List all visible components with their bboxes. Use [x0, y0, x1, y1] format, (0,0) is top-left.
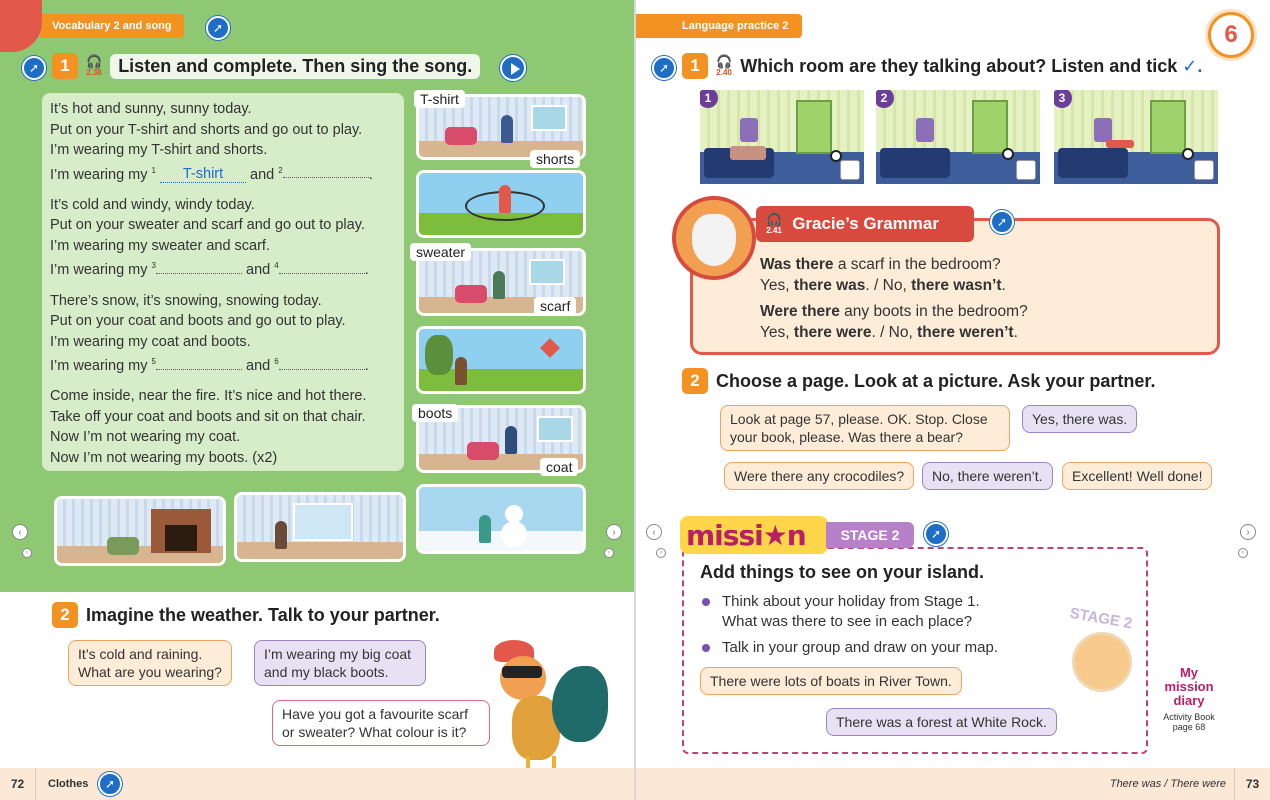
mission-list: [700, 592, 1000, 664]
footer-topic: Clothes: [48, 778, 89, 790]
speech-bubble: I’m wearing my big coat and my black boots.: [254, 640, 426, 686]
mission-item: Think about your holiday from Stage 1. What was there to see in each place?: [700, 592, 1000, 632]
speech-bubble: There were lots of boats in River Town.: [700, 667, 962, 695]
room-picture-2: [874, 88, 1042, 186]
song-text: [42, 93, 404, 471]
speech-bubble: Yes, there was.: [1022, 405, 1137, 433]
tick-box[interactable]: [840, 160, 860, 180]
picture-kite: [416, 326, 586, 394]
picture-trampoline: [416, 170, 586, 238]
mission-diary-link[interactable]: My mission diary Activity Book page 68: [1163, 665, 1215, 732]
exercise-instruction: Choose a page. Look at a picture. Ask your partner.: [716, 370, 1156, 391]
footer: [0, 768, 634, 800]
exercise-number: 2: [52, 602, 78, 628]
exercise2-header: [682, 368, 1155, 394]
grammar-example-2: Were there any boots in the bedroom? Yes, there were. / No, there weren’t.: [760, 303, 1028, 341]
answer-field-2[interactable]: [283, 164, 369, 178]
exercise2-header: [52, 602, 440, 628]
answer-field-1[interactable]: T-shirt: [160, 166, 246, 183]
mission-logo: missi★n: [680, 516, 828, 554]
exercise-instruction: Imagine the weather. Talk to your partner.: [86, 604, 440, 625]
tick-box[interactable]: [1194, 160, 1214, 180]
speech-bubble: It’s cold and raining. What are you wearing?: [68, 640, 232, 686]
cursor-icon[interactable]: ➚: [652, 56, 676, 80]
picture-window-snow: [234, 492, 406, 562]
verse-2: It’s cold and windy, windy today. Put on your sweater and scarf and go out to play. I’m wearing my sweater and scarf. I’m wearing my $^3$ and $^4$ .: [50, 196, 369, 279]
verse-1: It’s hot and sunny, sunny today. Put on your T-shirt and shorts and go out to play. I’m wearing my T-shirt and shorts. I’m wearing my $^1$ T-shirt and $^2$ .: [50, 101, 373, 183]
tick-box[interactable]: [1016, 160, 1036, 180]
unit-number-badge: 6: [1208, 12, 1254, 58]
exercise1-header: [682, 53, 1202, 79]
label-coat: coat: [540, 458, 578, 476]
footer-topic: There was / There were: [1109, 778, 1226, 790]
next-small-icon[interactable]: ‹: [604, 548, 614, 558]
next-small-icon[interactable]: ‹: [1238, 548, 1248, 558]
label-boots: boots: [412, 404, 458, 422]
exercise-number: 2: [682, 368, 708, 394]
rooster-illustration: [486, 636, 616, 786]
label-sweater: sweater: [410, 243, 471, 261]
next-page-icon[interactable]: ›: [606, 524, 622, 540]
exercise-number: 1: [52, 53, 78, 79]
next-page-icon[interactable]: ›: [1240, 524, 1256, 540]
prev-page-icon[interactable]: ‹: [12, 524, 28, 540]
cursor-icon[interactable]: ➚: [990, 210, 1014, 234]
play-icon[interactable]: [500, 55, 526, 81]
picture-snowman: [416, 484, 586, 554]
page-number: 73: [1234, 768, 1270, 800]
prev-small-icon[interactable]: ›: [656, 548, 666, 558]
stage-label: STAGE 2: [826, 522, 914, 548]
share-arrow-icon[interactable]: ➚: [924, 522, 948, 546]
left-page: [0, 0, 634, 800]
speech-bubble: Look at page 57, please. OK. Stop. Close your book, please. Was there a bear?: [720, 405, 1010, 451]
answer-field-4[interactable]: [279, 260, 365, 274]
page-number: 72: [0, 768, 36, 800]
verse-4: Come inside, near the fire. It’s nice and hot there. Take off your coat and boots and sit on that chair. Now I’m not wearing my coat. Now I’m not wearing my boots. (x2): [50, 388, 367, 466]
audio-icon[interactable]: 🎧 2.38: [86, 54, 103, 77]
room-picture-3: [1052, 88, 1220, 186]
exercise-instruction: Listen and complete. Then sing the song.: [110, 54, 480, 79]
stage-badge: STAGE 2: [1066, 610, 1136, 696]
footer: [636, 768, 1270, 800]
exercise-instruction: Which room are they talking about? Listen and tick ✓.: [740, 55, 1203, 76]
cursor-icon[interactable]: ➚: [206, 16, 230, 40]
verse-3: There’s snow, it’s snowing, snowing today. Put on your coat and boots and go out to play. I’m wearing my coat and boots. I’m wearing my $^5$ and $^6$ .: [50, 292, 369, 374]
room-number: 1: [698, 88, 718, 108]
prev-small-icon[interactable]: ‹: [22, 548, 32, 558]
audio-icon[interactable]: 🎧 2.40: [716, 54, 733, 77]
room-number: 3: [1052, 88, 1072, 108]
cursor-icon[interactable]: ➚: [98, 772, 122, 796]
mission-title: Add things to see on your island.: [700, 562, 985, 582]
answer-field-6[interactable]: [279, 356, 365, 370]
speech-bubble: Excellent! Well done!: [1062, 462, 1212, 490]
grammar-title: 🎧 2.41 Gracie’s Grammar: [756, 206, 974, 242]
exercise1-header: [52, 53, 480, 79]
room-picture-1: [698, 88, 866, 186]
section-tag: Vocabulary 2 and song: [40, 14, 184, 38]
label-tshirt: T-shirt: [414, 90, 465, 108]
room-number: 2: [874, 88, 894, 108]
mission-item: Talk in your group and draw on your map.: [700, 638, 1000, 658]
gracie-goat-avatar: [672, 196, 756, 280]
prev-page-icon[interactable]: ‹: [646, 524, 662, 540]
section-tag: Language practice 2: [636, 14, 802, 38]
speech-bubble: Were there any crocodiles?: [724, 462, 914, 490]
picture-fireplace: [54, 496, 226, 566]
audio-icon[interactable]: 🎧 2.41: [766, 212, 783, 235]
answer-field-5[interactable]: [156, 356, 242, 370]
speech-bubble: Have you got a favourite scarf or sweater? What colour is it?: [272, 700, 490, 746]
cursor-icon[interactable]: ➚: [22, 56, 46, 80]
grammar-example-1: Was there a scarf in the bedroom? Yes, there was. / No, there wasn’t.: [760, 256, 1006, 294]
label-shorts: shorts: [530, 150, 580, 168]
speech-bubble: There was a forest at White Rock.: [826, 708, 1057, 736]
speech-bubble: No, there weren’t.: [922, 462, 1053, 490]
answer-field-3[interactable]: [156, 260, 242, 274]
exercise-number: 1: [682, 53, 708, 79]
label-scarf: scarf: [534, 297, 576, 315]
